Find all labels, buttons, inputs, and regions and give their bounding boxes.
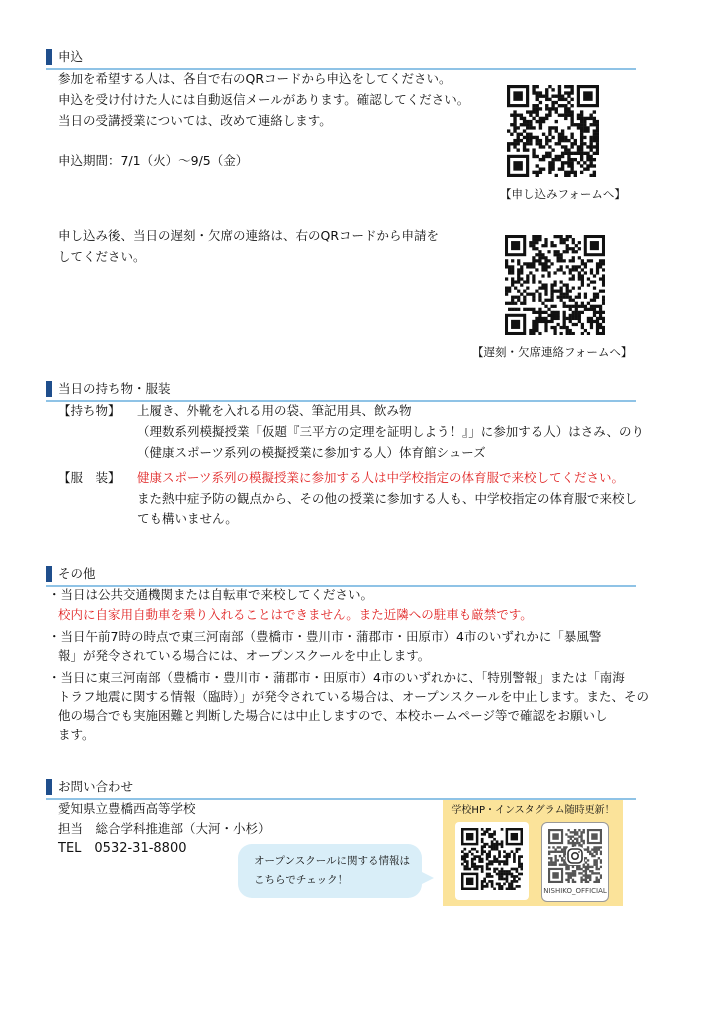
belongings-line-1: 上履き、外靴を入れる用の袋、筆記用具、飲み物 [137,403,412,418]
instagram-handle: NISHIKO_OFFICIAL [543,887,607,895]
sns-box-title: 学校HP・インスタグラム随時更新！ [451,805,615,816]
section-header-items [46,380,636,402]
section-bar [46,49,52,65]
section-bar [46,566,52,582]
contact-person: 担当 総合学科推進部（大河・小杉） [58,821,271,836]
info-speech-bubble [238,844,422,898]
apply-line-2: 申込を受け付けた人には自動返信メールがあります。確認してください。 [58,92,470,107]
clothes-label: 【服 装】 [58,470,121,485]
other-bullet-1-alert: 校内に自家用自動車を乗り入れることはできません。また近隣への駐車も厳禁です。 [58,607,533,622]
clothes-line-2: ても構いません。 [137,511,238,526]
bubble-tail [418,870,434,886]
apply-line-3: 当日の受講授業については、改めて連絡します。 [58,113,332,128]
other-bullet-3-line-2: トラフ地震に関する情報（臨時）」が発令されている場合は、オープンスクールを中止します。また、その [58,689,650,704]
late-line-1: 申し込み後、当日の遅刻・欠席の連絡は、右のQRコードから申請を [58,228,440,243]
section-header-contact [46,778,636,800]
other-bullet-3-line-1: ・当日に東三河南部（豊橋市・豊川市・蒲郡市・田原市）4市のいずれかに、「特別警報」または「南海 [48,670,625,685]
belongings-line-3: （健康スポーツ系列の模擬授業に参加する人）体育館シューズ [137,445,486,460]
instagram-icon [566,847,584,865]
belongings-label: 【持ち物】 [58,403,121,418]
section-title: 当日の持ち物・服装 [58,381,171,396]
other-bullet-3-line-4: ます。 [58,727,95,742]
section-title: その他 [58,566,96,581]
apply-form-qr-code[interactable] [507,85,599,177]
other-bullet-2-line-2: 報」が発令されている場合には、オープンスクールを中止します。 [58,648,431,663]
other-bullet-1: ・当日は公共交通機関または自転車で来校してください。 [48,587,374,602]
late-form-qr-label[interactable]: 【遅刻・欠席連絡フォームへ】 [472,345,633,359]
late-line-2: してください。 [58,249,146,264]
section-header-apply [46,48,636,70]
section-bar [46,779,52,795]
belongings-line-2: （理数系列模擬授業「仮題『三平方の定理を証明しよう！』」に参加する人）はさみ、のり [137,424,645,439]
instagram-icon-bg [566,847,584,865]
homepage-qr-code[interactable] [461,828,523,890]
bubble-line-1: オープンスクールに関する情報は [254,855,411,867]
homepage-qr-card[interactable] [455,822,529,900]
section-title: 申込 [58,49,84,64]
apply-line-1: 参加を希望する人は、各自で右のQRコードから申込をしてください。 [58,71,452,86]
contact-school: 愛知県立豊橋西高等学校 [58,801,196,816]
section-header-other [46,565,636,587]
late-form-qr-code[interactable] [505,235,605,335]
other-bullet-2-line-1: ・当日午前7時の時点で東三河南部（豊橋市・豊川市・蒲郡市・田原市）4市のいずれかに「暴風警 [48,629,602,644]
sns-box [443,800,623,906]
contact-tel[interactable]: TEL 0532-31-8800 [58,841,187,856]
clothes-line-1: また熱中症予防の観点から、その他の授業に参加する人も、中学校指定の体育服で来校し [137,491,638,506]
bubble-line-2: こちらでチェック！ [254,874,349,886]
section-title: お問い合わせ [58,779,134,794]
clothes-alert: 健康スポーツ系列の模擬授業に参加する人は中学校指定の体育服で来校してください。 [137,470,625,485]
apply-form-qr-label[interactable]: 【申し込みフォームへ】 [500,187,626,201]
apply-period: 申込期間：7/1（火）～9/5（金） [58,153,249,168]
other-bullet-3-line-3: 他の場合でも実施困難と判断した場合には中止しますので、本校ホームページ等で確認をお願いし [58,708,608,723]
instagram-qr-card[interactable] [541,822,609,902]
section-bar [46,381,52,397]
